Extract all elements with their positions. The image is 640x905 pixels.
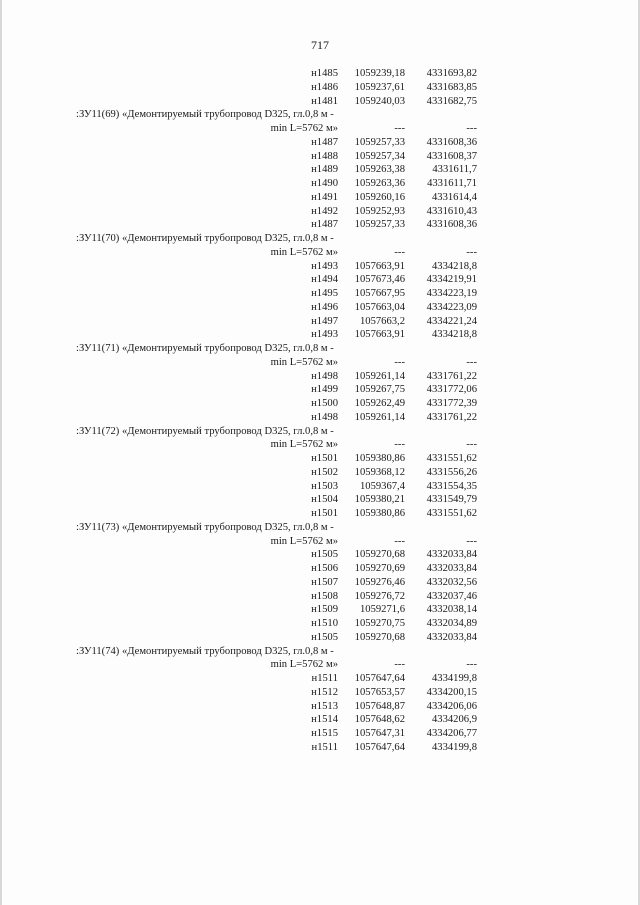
coordinate-row bbox=[76, 741, 496, 755]
point-id: н1488 bbox=[311, 150, 338, 162]
coord-x: 1059257,34 bbox=[354, 150, 405, 162]
point-id: н1487 bbox=[311, 219, 338, 231]
parcel-section bbox=[76, 108, 496, 232]
section-title: :ЗУ11(70) «Демонтируемый трубопровод D325, гл.0,8 м - bbox=[76, 233, 334, 244]
coordinate-row bbox=[76, 383, 496, 397]
parcel-section bbox=[76, 425, 496, 521]
coordinate-row bbox=[76, 576, 496, 590]
coord-x: 1057647,64 bbox=[354, 673, 405, 684]
point-id: н1503 bbox=[311, 480, 338, 492]
coord-x: 1059239,18 bbox=[354, 68, 405, 79]
coordinate-row bbox=[76, 493, 496, 507]
dash-x: --- bbox=[394, 246, 405, 258]
coordinate-row bbox=[76, 672, 496, 686]
coordinate-row bbox=[76, 191, 496, 205]
coord-x: 1059262,49 bbox=[354, 398, 405, 409]
point-id: н1508 bbox=[311, 590, 338, 602]
coord-x: 1057647,31 bbox=[354, 728, 405, 739]
coordinate-row bbox=[76, 81, 496, 95]
section-subtitle: min L=5762 м» bbox=[270, 439, 338, 451]
coord-x: 1057663,91 bbox=[354, 329, 405, 341]
point-id: н1506 bbox=[311, 563, 338, 574]
dash-y: --- bbox=[466, 439, 477, 451]
coord-y: 4334199,8 bbox=[431, 741, 477, 753]
coord-y: 4332033,84 bbox=[426, 631, 477, 643]
coord-x: 1059270,75 bbox=[354, 618, 405, 629]
coordinate-row bbox=[76, 617, 496, 631]
coord-y: 4334206,06 bbox=[426, 700, 477, 712]
coord-x: 1059270,68 bbox=[354, 549, 405, 561]
coord-y: 4334218,8 bbox=[431, 329, 477, 341]
coordinate-row bbox=[76, 273, 496, 287]
coord-x: 1059252,93 bbox=[354, 205, 405, 217]
point-id: н1493 bbox=[311, 329, 338, 341]
point-id: н1512 bbox=[311, 686, 338, 698]
coord-x: 1059368,12 bbox=[354, 466, 405, 478]
coord-x: 1059270,69 bbox=[354, 563, 405, 574]
coordinate-row bbox=[76, 480, 496, 494]
coordinates-list bbox=[76, 67, 496, 755]
section-subtitle-row bbox=[76, 658, 496, 672]
coord-x: 1059380,86 bbox=[354, 508, 405, 519]
dash-y: --- bbox=[466, 123, 477, 134]
point-id: н1505 bbox=[311, 549, 338, 561]
coordinate-row bbox=[76, 713, 496, 727]
point-id: н1511 bbox=[311, 741, 338, 753]
coord-y: 4331611,7 bbox=[432, 164, 477, 176]
section-subtitle: min L=5762 м» bbox=[270, 123, 338, 134]
point-id: н1504 bbox=[311, 494, 338, 506]
section-subtitle-row bbox=[76, 356, 496, 370]
coord-y: 4331551,62 bbox=[426, 453, 477, 464]
dash-x: --- bbox=[394, 123, 405, 134]
coord-x: 1059276,72 bbox=[354, 590, 405, 602]
coord-y: 4331682,75 bbox=[426, 95, 477, 107]
coord-x: 1057667,95 bbox=[354, 288, 405, 299]
coord-y: 4331772,06 bbox=[426, 384, 477, 396]
section-subtitle: min L=5762 м» bbox=[270, 356, 338, 368]
coord-y: 4332032,56 bbox=[426, 576, 477, 588]
coord-y: 4331611,71 bbox=[427, 178, 477, 189]
point-id: н1502 bbox=[311, 466, 338, 478]
coordinate-row bbox=[76, 631, 496, 645]
coord-x: 1059267,75 bbox=[354, 384, 405, 396]
dash-x: --- bbox=[394, 356, 405, 368]
coordinate-row bbox=[76, 466, 496, 480]
coord-x: 1059276,46 bbox=[354, 576, 405, 588]
point-id: н1513 bbox=[311, 700, 338, 712]
dash-x: --- bbox=[394, 535, 405, 547]
coordinate-row bbox=[76, 301, 496, 315]
coordinate-row bbox=[76, 397, 496, 411]
point-id: н1500 bbox=[311, 398, 338, 409]
coordinate-row bbox=[76, 328, 496, 342]
coordinate-row bbox=[76, 315, 496, 329]
coordinate-row bbox=[76, 205, 496, 219]
coord-x: 1057663,04 bbox=[354, 301, 405, 313]
coord-y: 4332037,46 bbox=[426, 590, 477, 602]
coord-x: 1057648,87 bbox=[354, 700, 405, 712]
coord-y: 4331608,36 bbox=[426, 136, 477, 148]
point-id: н1509 bbox=[311, 604, 338, 616]
coord-x: 1059261,14 bbox=[354, 411, 405, 423]
point-id: н1498 bbox=[311, 370, 338, 382]
coord-x: 1059380,86 bbox=[354, 453, 405, 464]
point-id: н1485 bbox=[311, 68, 338, 79]
page-number: 717 bbox=[311, 38, 329, 52]
coord-y: 4331683,85 bbox=[426, 81, 477, 93]
point-id: н1505 bbox=[311, 631, 338, 643]
coord-x: 1059261,14 bbox=[354, 370, 405, 382]
coordinate-row bbox=[76, 411, 496, 425]
point-id: н1497 bbox=[311, 315, 338, 327]
section-subtitle: min L=5762 м» bbox=[270, 246, 338, 258]
coordinate-row bbox=[76, 548, 496, 562]
coord-x: 1057647,64 bbox=[354, 741, 405, 753]
point-id: н1498 bbox=[311, 411, 338, 423]
section-subtitle-row bbox=[76, 535, 496, 549]
coordinate-row bbox=[76, 163, 496, 177]
section-title: :ЗУ11(71) «Демонтируемый трубопровод D325, гл.0,8 м - bbox=[76, 343, 334, 354]
coordinate-row bbox=[76, 218, 496, 232]
section-subtitle-row bbox=[76, 122, 496, 136]
point-id: н1486 bbox=[311, 81, 338, 93]
point-id: н1496 bbox=[311, 301, 338, 313]
coord-x: 1059257,33 bbox=[354, 136, 405, 148]
section-title: :ЗУ11(72) «Демонтируемый трубопровод D325, гл.0,8 м - bbox=[76, 425, 334, 437]
point-id: н1501 bbox=[311, 508, 338, 519]
point-id: н1487 bbox=[311, 136, 338, 148]
coordinate-row bbox=[76, 700, 496, 714]
coord-y: 4332033,84 bbox=[426, 563, 477, 574]
coord-y: 4331556,26 bbox=[426, 466, 477, 478]
coordinate-row bbox=[76, 727, 496, 741]
point-id: н1490 bbox=[311, 178, 338, 189]
section-title: :ЗУ11(74) «Демонтируемый трубопровод D325, гл.0,8 м - bbox=[76, 645, 334, 657]
coord-y: 4331761,22 bbox=[426, 370, 477, 382]
point-id: н1499 bbox=[311, 384, 338, 396]
coord-y: 4331608,37 bbox=[426, 150, 477, 162]
coord-x: 1059367,4 bbox=[359, 480, 405, 492]
coord-x: 1059271,6 bbox=[359, 604, 405, 616]
point-id: н1495 bbox=[311, 288, 338, 299]
coord-y: 4334221,24 bbox=[426, 315, 477, 327]
point-id: н1492 bbox=[311, 205, 338, 217]
coordinate-row bbox=[76, 590, 496, 604]
coordinate-row bbox=[76, 287, 496, 301]
coordinate-row bbox=[76, 136, 496, 150]
point-id: н1514 bbox=[311, 714, 338, 726]
section-subtitle-row bbox=[76, 246, 496, 260]
point-id: н1491 bbox=[311, 191, 338, 203]
coord-y: 4331608,36 bbox=[426, 219, 477, 231]
coordinate-row bbox=[76, 507, 496, 521]
coord-y: 4334206,9 bbox=[431, 714, 477, 726]
coord-y: 4331549,79 bbox=[426, 494, 477, 506]
point-id: н1481 bbox=[311, 95, 338, 107]
coord-x: 1059240,03 bbox=[354, 95, 405, 107]
dash-y: --- bbox=[466, 659, 477, 671]
parcel-section bbox=[76, 521, 496, 645]
coord-x: 1059237,61 bbox=[354, 81, 405, 93]
coord-x: 1059260,16 bbox=[354, 191, 405, 203]
parcel-section bbox=[76, 342, 496, 425]
coord-x: 1057663,2 bbox=[359, 315, 405, 327]
section-title: :ЗУ11(73) «Демонтируемый трубопровод D325, гл.0,8 м - bbox=[76, 521, 334, 533]
coord-y: 4331610,43 bbox=[426, 205, 477, 217]
coordinate-row bbox=[76, 177, 496, 191]
point-id: н1489 bbox=[311, 164, 338, 176]
section-subtitle: min L=5762 м» bbox=[270, 535, 338, 547]
coordinate-row bbox=[76, 562, 496, 576]
section-subtitle: min L=5762 м» bbox=[270, 659, 338, 671]
coord-y: 4334218,8 bbox=[431, 260, 477, 272]
coordinate-row bbox=[76, 370, 496, 384]
coord-y: 4332038,14 bbox=[426, 604, 477, 616]
dash-x: --- bbox=[394, 439, 405, 451]
coord-y: 4331693,82 bbox=[426, 68, 477, 79]
point-id: н1511 bbox=[311, 673, 338, 684]
coord-y: 4331554,35 bbox=[426, 480, 477, 492]
parcel-section bbox=[76, 645, 496, 755]
coord-y: 4331761,22 bbox=[426, 411, 477, 423]
dash-x: --- bbox=[394, 659, 405, 671]
dash-y: --- bbox=[466, 356, 477, 368]
coord-x: 1057663,91 bbox=[354, 260, 405, 272]
coord-y: 4334223,19 bbox=[426, 288, 477, 299]
coord-x: 1059263,38 bbox=[354, 164, 405, 176]
coordinate-row bbox=[76, 452, 496, 466]
point-id: н1494 bbox=[311, 274, 338, 286]
coordinate-row bbox=[76, 260, 496, 274]
coord-y: 4331614,4 bbox=[431, 191, 477, 203]
point-id: н1510 bbox=[311, 618, 338, 629]
coord-x: 1059380,21 bbox=[354, 494, 405, 506]
coord-y: 4331551,62 bbox=[426, 508, 477, 519]
coord-y: 4332033,84 bbox=[426, 549, 477, 561]
coord-y: 4332034,89 bbox=[426, 618, 477, 629]
coordinate-row bbox=[76, 67, 496, 81]
coordinate-row bbox=[76, 686, 496, 700]
coord-x: 1059257,33 bbox=[354, 219, 405, 231]
coord-x: 1059270,68 bbox=[354, 631, 405, 643]
coord-x: 1057648,62 bbox=[354, 714, 405, 726]
coordinate-row bbox=[76, 95, 496, 109]
coord-y: 4334200,15 bbox=[426, 686, 477, 698]
point-id: н1507 bbox=[311, 576, 338, 588]
point-id: н1515 bbox=[311, 728, 338, 739]
coord-x: 1057673,46 bbox=[354, 274, 405, 286]
coord-x: 1057653,57 bbox=[354, 686, 405, 698]
section-subtitle-row bbox=[76, 438, 496, 452]
coordinate-row bbox=[76, 603, 496, 617]
section-title: :ЗУ11(69) «Демонтируемый трубопровод D325, гл.0,8 м - bbox=[76, 109, 334, 121]
parcel-section bbox=[76, 232, 496, 342]
coord-y: 4334219,91 bbox=[426, 274, 477, 286]
coordinate-row bbox=[76, 150, 496, 164]
dash-y: --- bbox=[466, 535, 477, 547]
coord-y: 4334199,8 bbox=[431, 673, 477, 684]
coord-y: 4334206,77 bbox=[426, 728, 477, 739]
dash-y: --- bbox=[466, 246, 477, 258]
point-id: н1501 bbox=[311, 453, 338, 464]
point-id: н1493 bbox=[311, 260, 338, 272]
coord-y: 4331772,39 bbox=[426, 398, 477, 409]
coord-x: 1059263,36 bbox=[354, 178, 405, 189]
coord-y: 4334223,09 bbox=[426, 301, 477, 313]
